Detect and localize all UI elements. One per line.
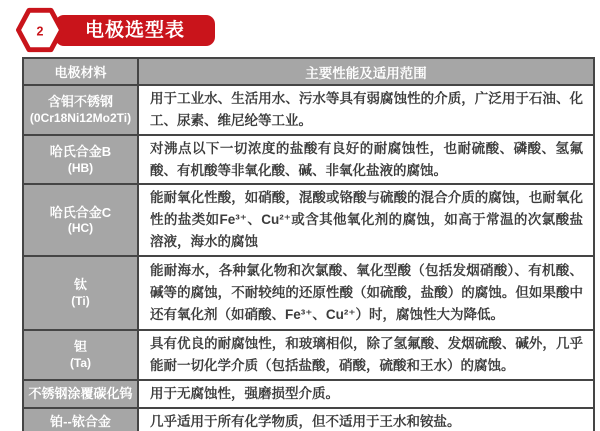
material-code: (HB) (67, 160, 94, 175)
table-row (23, 408, 594, 431)
material-cell (23, 380, 138, 408)
description-cell: 对沸点以下一切浓度的盐酸有良好的耐腐蚀性，也耐硫酸、磷酸、氢氟酸、有机酸等非氧化酸、碱、非氧化盐液的腐蚀。 (138, 135, 594, 185)
description-cell: 能耐氧化性酸，如硝酸，混酸或铬酸与硫酸的混合介质的腐蚀，也耐氧化性的盐类如Fe³⁺、Cu²⁺或含其他氧化剂的腐蚀，如高于常温的次氯酸盐溶液，海水的腐蚀 (138, 184, 594, 256)
table-row (23, 184, 594, 256)
column-header-performance: 主要性能及适用范围 (138, 58, 594, 85)
hexagon-icon (16, 7, 64, 53)
page-title: 电极选型表 (55, 15, 215, 46)
description-cell: 具有优良的耐腐蚀性，和玻璃相似，除了氢氟酸、发烟硫酸、碱外，几乎能耐一切化学介质（包括盐酸，硝酸，硫酸和王水）的腐蚀。 (138, 330, 594, 380)
table-row (23, 256, 594, 330)
material-name: 不锈钢涂覆碳化钨 (28, 386, 133, 402)
material-code: (0Cr18Ni12Mo2Ti) (29, 110, 132, 125)
page-header (16, 5, 215, 55)
material-code: (Ta) (69, 355, 92, 370)
material-name: 钽 (73, 339, 87, 355)
material-cell (23, 85, 138, 135)
material-cell (23, 256, 138, 330)
material-name: 铂--铱合金 (50, 414, 111, 430)
description-cell: 用于工业水、生活用水、污水等具有弱腐蚀性的介质，广泛用于石油、化工、尿素、维尼纶等工业。 (138, 85, 594, 135)
table-row (23, 380, 594, 408)
material-cell (23, 135, 138, 185)
material-name: 含钼不锈钢 (47, 94, 113, 110)
material-name: 钛 (73, 277, 87, 293)
table-header-row (23, 58, 594, 85)
material-code: (Ti) (71, 293, 90, 308)
description-cell: 用于无腐蚀性，强磨损型介质。 (138, 380, 594, 408)
material-code: (HC) (67, 221, 94, 236)
material-name: 哈氏合金B (49, 144, 112, 159)
table-row (23, 85, 594, 135)
badge-number: 2 (36, 24, 44, 39)
description-cell: 能耐海水，各种氯化物和次氯酸、氧化型酸（包括发烟硝酸）、有机酸、碱等的腐蚀，不耐较纯的还原性酸（如硫酸，盐酸）的腐蚀。但如果酸中还有氧化剂（如硝酸、Fe³⁺、Cu²⁺）时，腐蚀性大为降低。 (138, 256, 594, 330)
material-cell (23, 408, 138, 431)
electrode-selection-table (22, 57, 595, 431)
table-row (23, 330, 594, 380)
material-cell (23, 184, 138, 256)
material-name: 哈氏合金C (49, 204, 112, 220)
number-badge (16, 7, 64, 53)
material-cell (23, 330, 138, 380)
table-row (23, 135, 594, 185)
description-cell: 几乎适用于所有化学物质，但不适用于王水和铵盐。 (138, 408, 594, 431)
column-header-material: 电极材料 (23, 58, 138, 85)
